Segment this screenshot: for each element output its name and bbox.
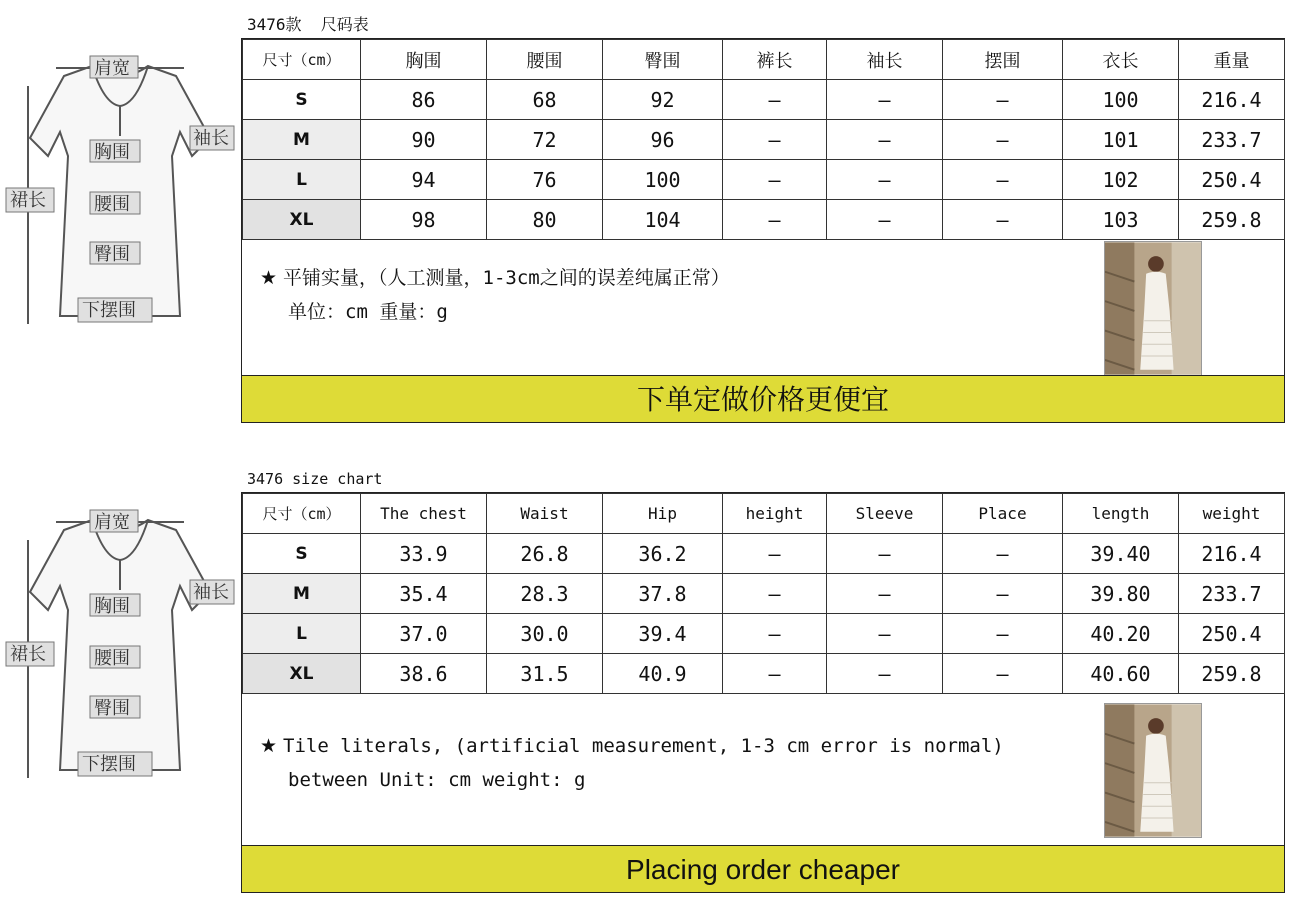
header-cell: 摆围 — [943, 40, 1063, 80]
waist-label: 腰围 — [94, 194, 130, 215]
table-cell: 100 — [1063, 80, 1179, 120]
table-cell: 90 — [361, 120, 487, 160]
hem-label: 下摆围 — [82, 300, 136, 321]
header-cell: Place — [943, 494, 1063, 534]
table-row — [243, 614, 1285, 654]
table-cell: — — [827, 200, 943, 240]
size-cell: M — [243, 574, 361, 614]
model-photo-illustration — [1105, 242, 1201, 375]
table-row — [243, 80, 1285, 120]
hip-label: 臀围 — [94, 244, 130, 265]
table-cell: — — [943, 654, 1063, 694]
size-cell: S — [243, 80, 361, 120]
header-cell: 尺寸（cm） — [243, 40, 361, 80]
table-cell: 39.4 — [603, 614, 723, 654]
table-cell: 86 — [361, 80, 487, 120]
waist-label: 腰围 — [94, 648, 130, 669]
table-cell: 68 — [487, 80, 603, 120]
table-cell: — — [827, 574, 943, 614]
note-line-2: 单位：cm 重量：g — [288, 301, 448, 323]
table-cell: 33.9 — [361, 534, 487, 574]
header-cell: 臀围 — [603, 40, 723, 80]
length-label: 裙长 — [10, 190, 46, 211]
table-cell: — — [723, 80, 827, 120]
header-cell: 胸围 — [361, 40, 487, 80]
table-cell: 76 — [487, 160, 603, 200]
table-cell: 96 — [603, 120, 723, 160]
table-cell: 37.8 — [603, 574, 723, 614]
table-cell: — — [723, 120, 827, 160]
table-cell: 94 — [361, 160, 487, 200]
table-cell: 100 — [603, 160, 723, 200]
header-cell: 重量 — [1179, 40, 1285, 80]
header-cell: Sleeve — [827, 494, 943, 534]
table-cell: — — [723, 200, 827, 240]
table-cell: 35.4 — [361, 574, 487, 614]
table-cell: 37.0 — [361, 614, 487, 654]
measurement-note — [260, 729, 1004, 797]
note-line-1: 平铺实量，（人工测量，1-3cm之间的误差纯属正常） — [283, 267, 730, 289]
table-header-row — [243, 494, 1285, 534]
table-cell: 103 — [1063, 200, 1179, 240]
chart-caption: 3476款 尺码表 — [247, 15, 369, 34]
table-cell: — — [827, 160, 943, 200]
hip-label: 臀围 — [94, 698, 130, 719]
table-cell: 233.7 — [1179, 574, 1285, 614]
table-row — [243, 534, 1285, 574]
size-chart-english — [0, 460, 1300, 900]
promo-banner: Placing order cheaper — [241, 845, 1285, 893]
table-cell: 39.40 — [1063, 534, 1179, 574]
header-cell: 尺寸（cm） — [243, 494, 361, 534]
table-cell: — — [943, 200, 1063, 240]
table-cell: 233.7 — [1179, 120, 1285, 160]
table-cell: — — [943, 120, 1063, 160]
note-line-2: between Unit: cm weight: g — [288, 769, 586, 791]
header-cell: 袖长 — [827, 40, 943, 80]
dress-outline-illustration — [4, 500, 236, 820]
table-cell: — — [943, 574, 1063, 614]
chest-label: 胸围 — [94, 596, 130, 617]
promo-banner: 下单定做价格更便宜 — [241, 375, 1285, 423]
star-icon: ★ — [260, 267, 278, 289]
table-cell: — — [827, 120, 943, 160]
table-cell: — — [723, 160, 827, 200]
length-label: 裙长 — [10, 644, 46, 665]
table-row — [243, 200, 1285, 240]
size-table-panel — [241, 38, 1285, 423]
table-cell: 72 — [487, 120, 603, 160]
header-cell: Hip — [603, 494, 723, 534]
table-cell: 40.9 — [603, 654, 723, 694]
table-cell: — — [723, 614, 827, 654]
table-cell: 250.4 — [1179, 614, 1285, 654]
table-cell: — — [827, 80, 943, 120]
table-cell: — — [723, 534, 827, 574]
table-cell: — — [827, 654, 943, 694]
sleeve-label: 袖长 — [193, 128, 229, 149]
table-cell: 259.8 — [1179, 654, 1285, 694]
table-cell: — — [723, 654, 827, 694]
note-line-1: Tile literals, (artificial measurement, 1-3 cm error is normal) — [283, 735, 1004, 757]
table-cell: — — [827, 534, 943, 574]
size-cell: L — [243, 160, 361, 200]
header-cell: 裤长 — [723, 40, 827, 80]
table-cell: — — [943, 80, 1063, 120]
sleeve-label: 袖长 — [193, 582, 229, 603]
size-table-panel — [241, 492, 1285, 892]
size-chart-chinese — [0, 0, 1300, 430]
header-cell: 腰围 — [487, 40, 603, 80]
hem-label: 下摆围 — [82, 754, 136, 775]
chest-label: 胸围 — [94, 142, 130, 163]
table-cell: 31.5 — [487, 654, 603, 694]
shoulder-label: 肩宽 — [94, 58, 130, 79]
dress-measurement-diagram — [4, 500, 236, 820]
table-cell: 39.80 — [1063, 574, 1179, 614]
header-cell: The chest — [361, 494, 487, 534]
table-cell: 40.20 — [1063, 614, 1179, 654]
table-cell: 250.4 — [1179, 160, 1285, 200]
dress-measurement-diagram — [4, 46, 236, 366]
header-cell: length — [1063, 494, 1179, 534]
table-row — [243, 654, 1285, 694]
table-cell: 101 — [1063, 120, 1179, 160]
table-cell: 30.0 — [487, 614, 603, 654]
table-cell: 36.2 — [603, 534, 723, 574]
table-cell: 26.8 — [487, 534, 603, 574]
size-cell: XL — [243, 654, 361, 694]
size-cell: L — [243, 614, 361, 654]
chart-caption: 3476 size chart — [247, 470, 383, 488]
size-cell: XL — [243, 200, 361, 240]
table-row — [243, 160, 1285, 200]
dress-outline-illustration — [4, 46, 236, 366]
table-cell: 40.60 — [1063, 654, 1179, 694]
table-cell: — — [943, 614, 1063, 654]
table-cell: — — [827, 614, 943, 654]
table-cell: 92 — [603, 80, 723, 120]
table-cell: — — [943, 160, 1063, 200]
header-cell: Waist — [487, 494, 603, 534]
table-cell: 38.6 — [361, 654, 487, 694]
table-cell: 216.4 — [1179, 80, 1285, 120]
table-cell: 28.3 — [487, 574, 603, 614]
table-cell: 216.4 — [1179, 534, 1285, 574]
table-header-row — [243, 40, 1285, 80]
size-table — [242, 493, 1285, 694]
table-row — [243, 120, 1285, 160]
header-cell: 衣长 — [1063, 40, 1179, 80]
table-cell: 259.8 — [1179, 200, 1285, 240]
model-photo-illustration — [1105, 704, 1201, 837]
header-cell: height — [723, 494, 827, 534]
table-cell: 98 — [361, 200, 487, 240]
table-cell: 102 — [1063, 160, 1179, 200]
product-photo — [1104, 703, 1202, 838]
measurement-note — [260, 261, 730, 329]
table-row — [243, 574, 1285, 614]
size-cell: M — [243, 120, 361, 160]
size-table — [242, 39, 1285, 240]
table-cell: 80 — [487, 200, 603, 240]
table-cell: — — [943, 534, 1063, 574]
table-cell: 104 — [603, 200, 723, 240]
product-photo — [1104, 241, 1202, 376]
header-cell: weight — [1179, 494, 1285, 534]
size-cell: S — [243, 534, 361, 574]
star-icon: ★ — [260, 735, 278, 757]
table-cell: — — [723, 574, 827, 614]
shoulder-label: 肩宽 — [94, 512, 130, 533]
